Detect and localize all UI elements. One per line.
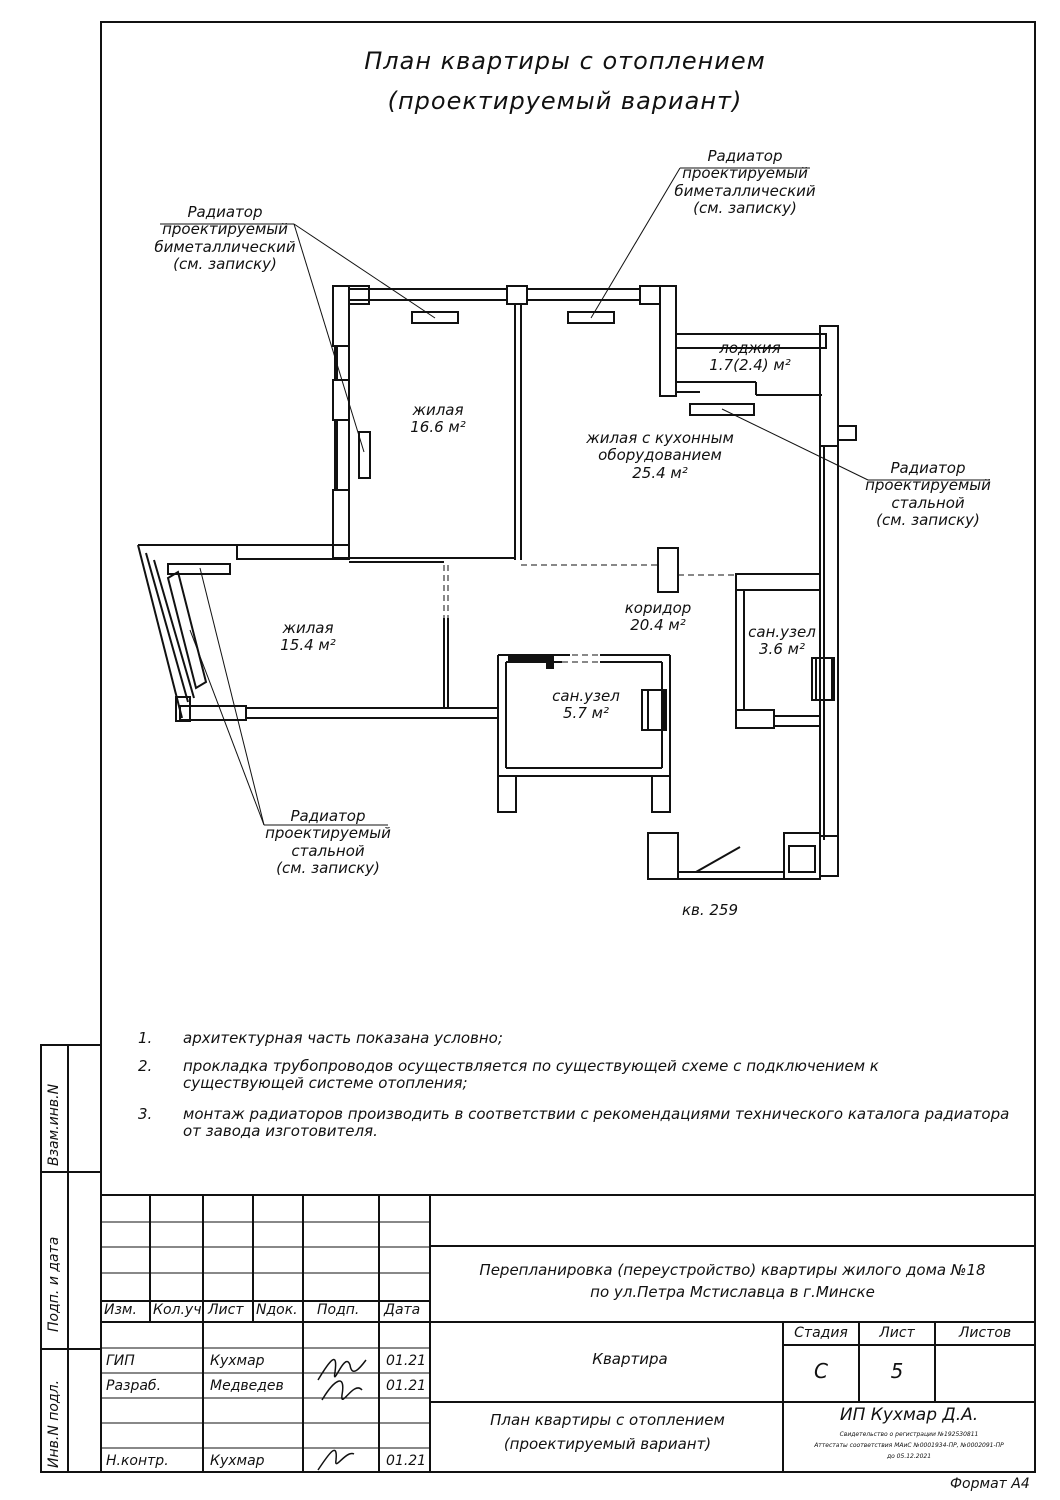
side-label-inv: Инв.N подл. — [46, 1379, 62, 1468]
note-text: прокладка трубопроводов осуществляется по существующей схеме с подключением к существующей системе отопления; — [183, 1057, 879, 1093]
room-name: жилая — [412, 401, 464, 419]
room-area: 25.4 м² — [632, 463, 688, 482]
room-name: сан.узел — [748, 623, 816, 641]
signature-marks — [318, 1360, 366, 1470]
room-bath-2 — [732, 624, 832, 659]
stamp-sheet-name-2: (проектируемый вариант) — [503, 1435, 712, 1453]
callout-line: стальной — [291, 841, 365, 860]
stamp-object: Квартира — [592, 1350, 668, 1368]
callout-line: (см. записку) — [693, 198, 797, 217]
room-area: 20.4 м² — [630, 616, 686, 635]
room-name: жилая с кухонным — [586, 429, 734, 447]
stamp-sheet-name: План квартиры с отоплением — [490, 1411, 725, 1429]
stamp-role: Н.контр. — [106, 1453, 169, 1469]
room-living-kitchen — [570, 430, 750, 482]
callout-line: стальной — [891, 493, 965, 512]
side-label-vzam: Взам.инв.N — [46, 1083, 62, 1166]
walls — [138, 286, 856, 879]
callout-line: проектируемый — [865, 476, 991, 495]
callout-line: Радиатор — [890, 459, 966, 477]
callout-line: Радиатор — [290, 807, 366, 825]
stamp-date: 01.21 — [386, 1353, 427, 1369]
stamp-role: ГИП — [106, 1353, 135, 1369]
room-loggia — [700, 340, 800, 375]
callout-radiator-bottom — [258, 808, 398, 877]
callout-line: биметаллический — [154, 237, 296, 256]
page-subtitle: (проектируемый вариант) — [387, 87, 743, 115]
room-living-1 — [388, 402, 488, 437]
room-corridor — [608, 600, 708, 635]
callout-line: Радиатор — [187, 203, 263, 221]
room-name: оборудованием — [598, 446, 722, 465]
stamp-company-note: Свидетельство о регистрации №192530811 — [839, 1431, 979, 1438]
stamp-stage-label: Стадия — [794, 1325, 848, 1341]
stamp-name: Медведев — [210, 1378, 284, 1394]
stamp-sheets-label: Листов — [958, 1325, 1012, 1341]
stamp-header: Nдок. — [256, 1302, 298, 1318]
stamp-date: 01.21 — [386, 1453, 427, 1469]
stamp-name: Кухмар — [210, 1453, 265, 1469]
page-title: План квартиры с отоплением — [364, 47, 766, 75]
stamp-sheet: 5 — [890, 1359, 904, 1383]
callout-line: (см. записку) — [276, 858, 380, 877]
room-area: 3.6 м² — [759, 640, 805, 659]
stamp-role: Разраб. — [106, 1378, 162, 1394]
callout-radiator-right — [858, 460, 998, 529]
stamp-company: ИП Кухмар Д.А. — [839, 1405, 979, 1425]
stamp-header: Изм. — [104, 1302, 137, 1318]
stamp-header: Кол.уч. — [153, 1302, 206, 1318]
room-name: лоджия — [719, 339, 781, 357]
note-number: 1. — [138, 1029, 153, 1047]
room-name: сан.узел — [552, 687, 620, 705]
room-area: 16.6 м² — [410, 418, 466, 437]
stamp-company-note: до 05.12.2021 — [886, 1453, 932, 1460]
sheet-format: Формат А4 — [950, 1476, 1030, 1492]
callout-line: проектируемый — [265, 824, 391, 843]
callout-radiator-top-left — [150, 204, 300, 273]
room-bath-1 — [536, 688, 636, 723]
callout-line: проектируемый — [162, 220, 288, 239]
stamp-header: Дата — [384, 1302, 421, 1318]
callout-line: проектируемый — [682, 164, 808, 183]
note-number: 2. — [138, 1057, 153, 1075]
callout-radiator-top-right — [670, 148, 820, 217]
stamp-project: Перепланировка (переустройство) квартиры жилого дома №18 — [479, 1261, 986, 1279]
stamp-sheet-label: Лист — [879, 1325, 915, 1341]
callout-line: (см. записку) — [173, 254, 277, 273]
callout-line: биметаллический — [674, 181, 816, 200]
room-area: 5.7 м² — [563, 704, 609, 723]
stamp-stage: С — [814, 1359, 828, 1383]
note-text: монтаж радиаторов производить в соответствии с рекомендациями технического каталога радиатора от завода изготовителя. — [183, 1105, 1010, 1141]
room-area: 15.4 м² — [280, 636, 336, 655]
apartment-number: кв. 259 — [681, 901, 739, 919]
stamp-project-2: по ул.Петра Мстиславца в г.Минске — [590, 1283, 875, 1301]
callout-line: Радиатор — [707, 147, 783, 165]
room-living-2 — [258, 620, 358, 655]
stamp-name: Кухмар — [210, 1353, 265, 1369]
stamp-header: Лист — [208, 1302, 244, 1318]
note-number: 3. — [138, 1105, 153, 1123]
callout-line: (см. записку) — [876, 510, 980, 529]
side-label-podp: Подп. и дата — [46, 1236, 62, 1332]
room-name: жилая — [282, 619, 334, 637]
stamp-date: 01.21 — [386, 1378, 427, 1394]
stamp-company-note: Аттестаты соответствия МАиС №0001934-ПР, №0002091-ПР — [814, 1442, 1004, 1449]
room-name: коридор — [624, 599, 692, 617]
stamp-header: Подп. — [317, 1302, 360, 1318]
room-area: 1.7(2.4) м² — [709, 356, 791, 375]
note-text: архитектурная часть показана условно; — [183, 1029, 503, 1047]
